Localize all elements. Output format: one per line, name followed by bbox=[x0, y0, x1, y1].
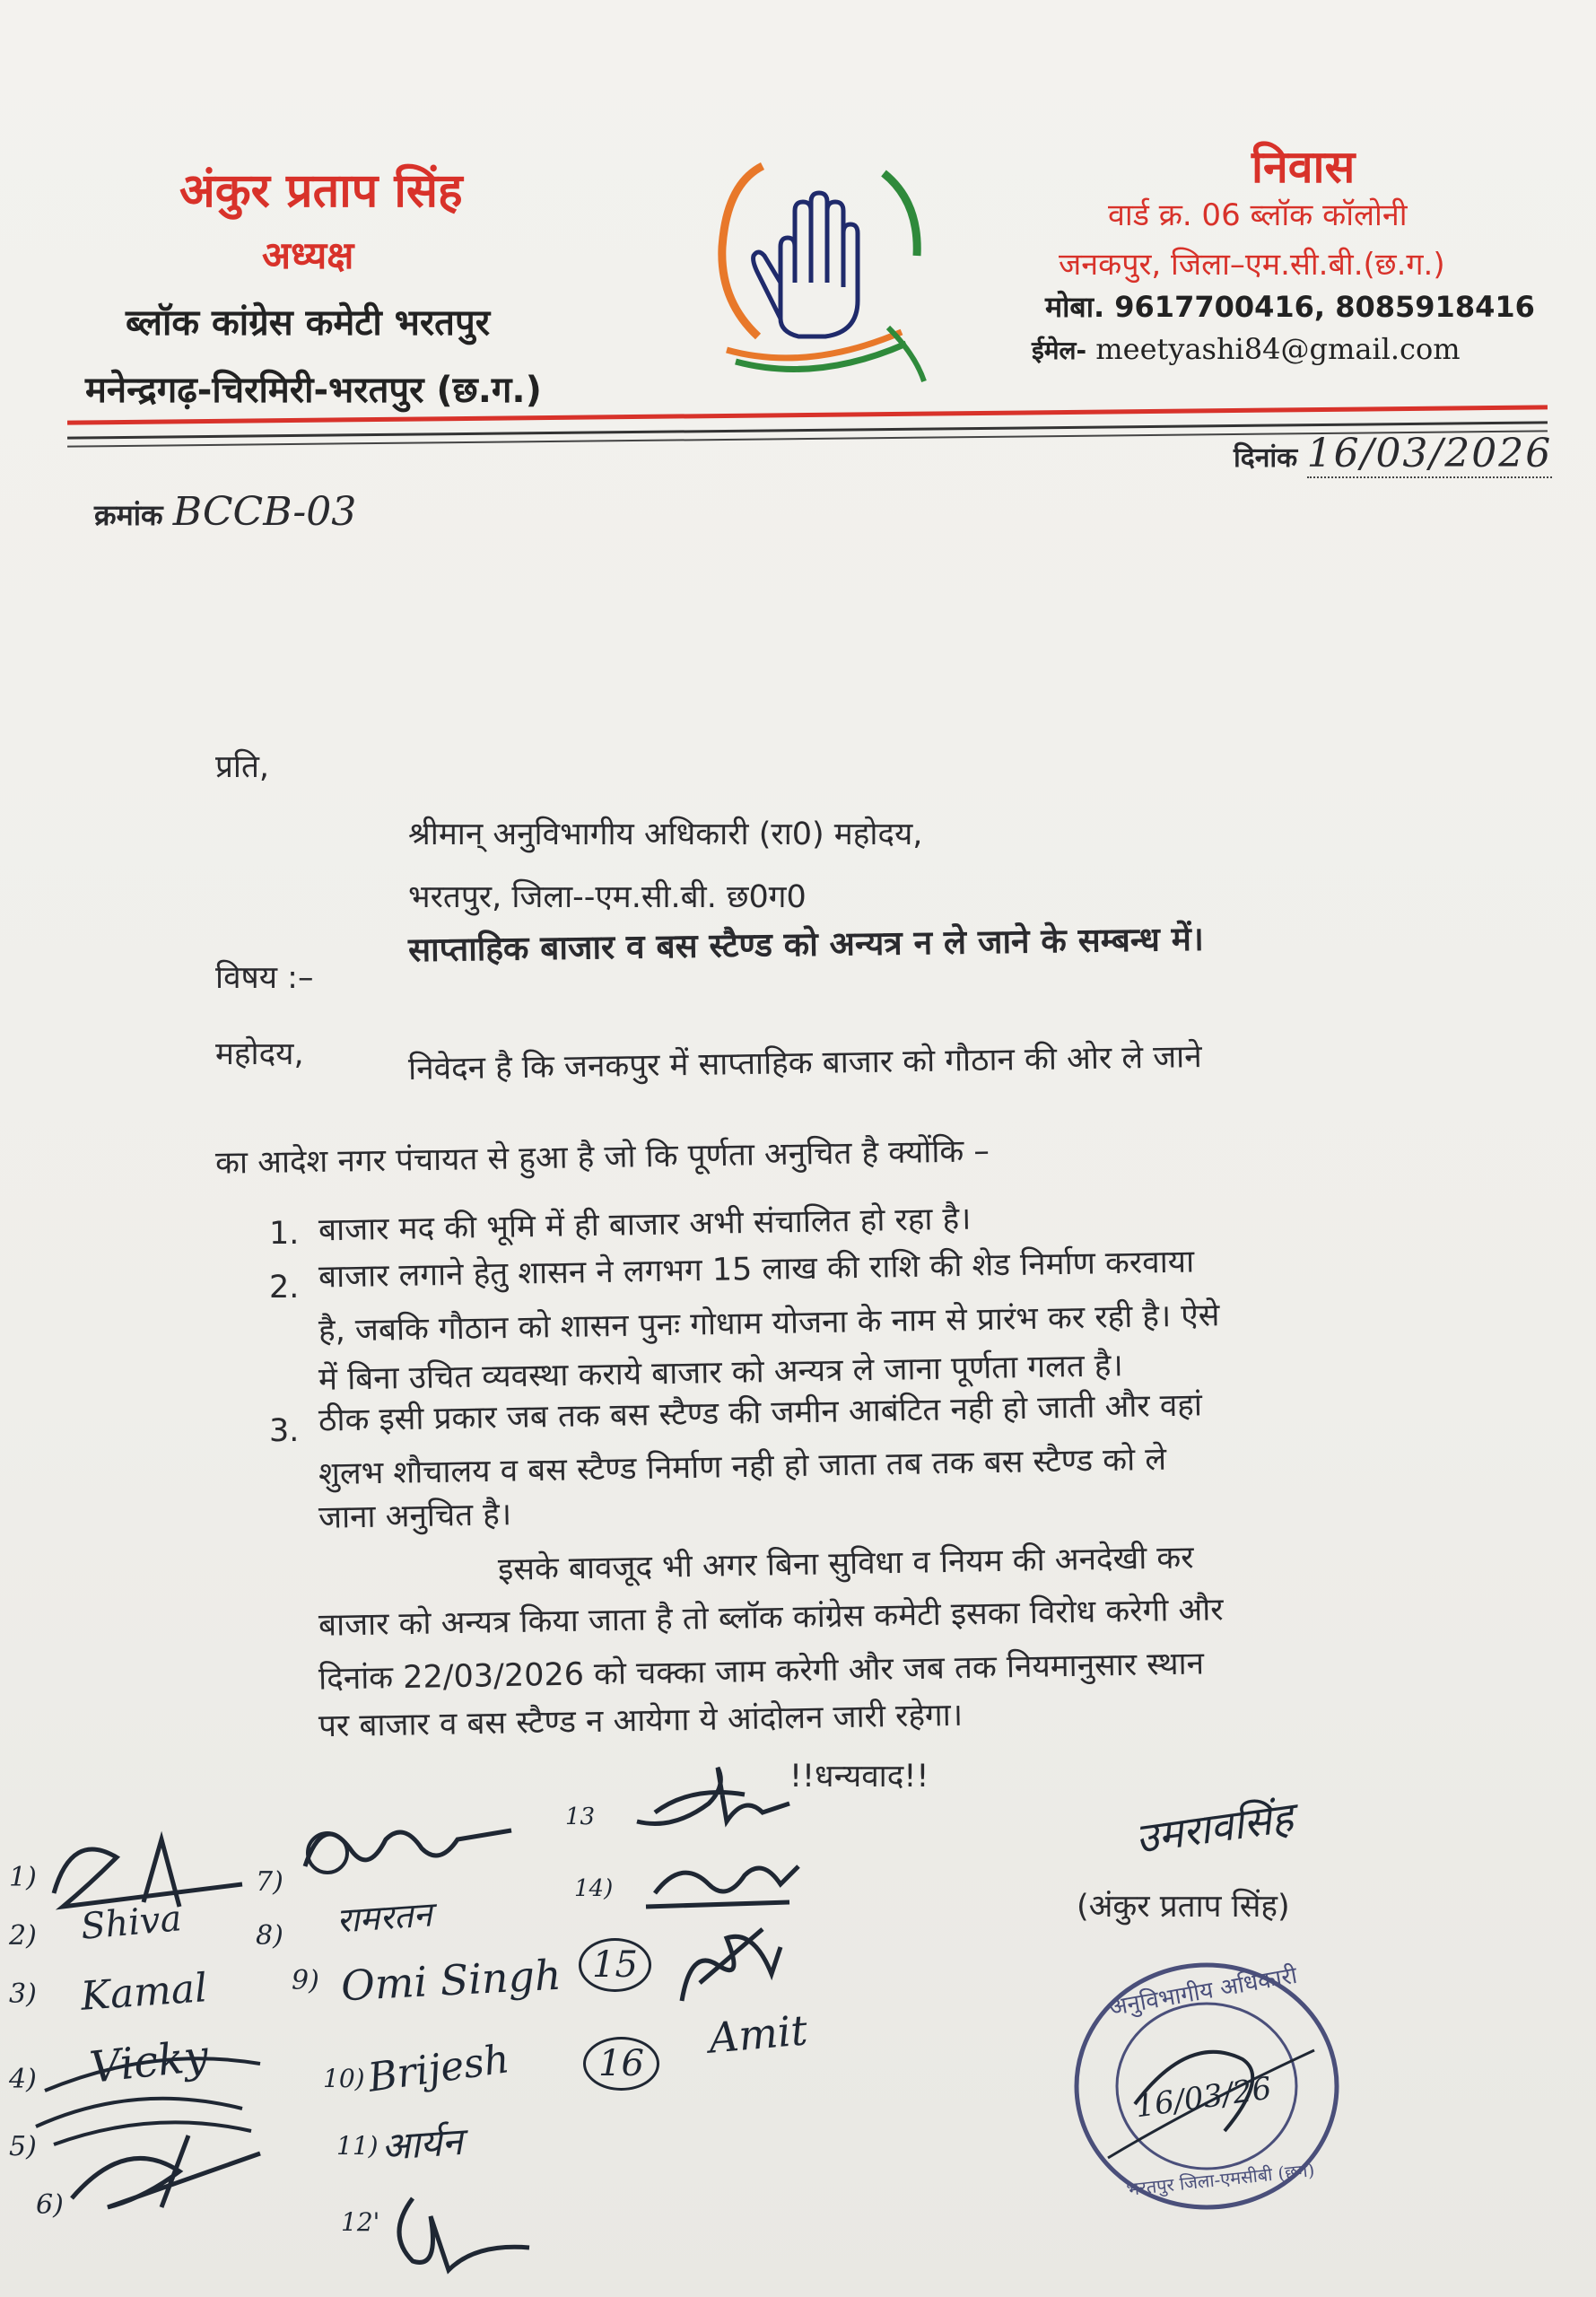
email-line bbox=[1032, 332, 1461, 367]
signature-16: Amit bbox=[706, 2005, 810, 2063]
residence-address-line1: वार्ड क्र. 06 ब्लॉक कॉलोनी bbox=[1108, 197, 1408, 233]
signature-number: 7) bbox=[256, 1866, 283, 1898]
intro-line1: निवेदन है कि जनकपुर में साप्ताहिक बाजार को गौठान की ओर ले जाने bbox=[407, 1039, 1202, 1087]
point-line: शुलभ शौचालय व बस स्टैण्ड निर्माण नही हो जाता तब तक बस स्टैण्ड को ले bbox=[318, 1441, 1167, 1493]
closing-line4: पर बाजार व बस स्टैण्ड न आयेगा ये आंदोलन जारी रहेगा। bbox=[318, 1697, 964, 1745]
point-number: 1. bbox=[269, 1216, 300, 1252]
hand-symbol-icon bbox=[709, 148, 933, 390]
to-label: प्रति, bbox=[215, 749, 270, 785]
signature-number: 9) bbox=[292, 1965, 319, 1996]
signature-number: 1) bbox=[9, 1862, 37, 1893]
point-number: 3. bbox=[269, 1413, 300, 1449]
reference-value: BCCB-03 bbox=[172, 489, 357, 535]
date-value: 16/03/2026 bbox=[1306, 431, 1553, 476]
point-line: बाजार लगाने हेतु शासन ने लगभग 15 लाख की राशि की शेड निर्माण करवाया bbox=[318, 1244, 1195, 1296]
signature-number: 14) bbox=[574, 1875, 614, 1902]
signature-7 bbox=[287, 1804, 520, 1893]
signature-number-circled: 16 bbox=[583, 2037, 659, 2091]
seal-text: अनुविभागीय अधिकारी bbox=[1107, 1961, 1300, 2022]
signature-number: 13 bbox=[565, 1804, 596, 1830]
signature-number: 11) bbox=[336, 2131, 379, 2161]
signature-12 bbox=[377, 2180, 538, 2279]
recipient-line1: श्रीमान् अनुविभागीय अधिकारी (रा0) महोदय, bbox=[408, 817, 923, 852]
thanks-text: !!धन्यवाद!! bbox=[789, 1759, 929, 1795]
signature-11: आर्यन bbox=[379, 2118, 465, 2170]
signature-6 bbox=[54, 2118, 278, 2216]
signature-10: Brijesh bbox=[365, 2036, 512, 2101]
organization-name: ब्लॉक कांग्रेस कमेटी भरतपुर bbox=[126, 302, 491, 344]
signature-number: 5) bbox=[9, 2131, 37, 2162]
point-line: में बिना उचित व्यवस्था कराये बाजार को अन्यत्र ले जाना पूर्णता गलत है। bbox=[318, 1348, 1124, 1398]
signature-15 bbox=[664, 1911, 789, 2019]
signatory-signature: उमरावसिंह bbox=[1132, 1792, 1296, 1864]
organization-address: मनेन्द्रगढ़-चिरमिरी-भरतपुर (छ.ग.) bbox=[85, 370, 542, 411]
closing-line1: इसके बावजूद भी अगर बिना सुविधा व नियम की अनदेखी कर bbox=[497, 1540, 1194, 1588]
subject-label: विषय :– bbox=[215, 960, 314, 996]
signature-13 bbox=[619, 1750, 798, 1848]
reference-label: क्रमांक bbox=[94, 498, 163, 532]
signature-number: 3) bbox=[9, 1978, 37, 2010]
point-number: 2. bbox=[269, 1270, 300, 1306]
signature-8: रामरतन bbox=[335, 1894, 433, 1941]
email-address: meetyashi84@gmail.com bbox=[1095, 332, 1461, 366]
signature-4: Vicky bbox=[87, 2031, 211, 2093]
email-label: ईमेल- bbox=[1032, 336, 1087, 365]
residence-address-line2: जनकपुर, जिला–एम.सी.बी.(छ.ग.) bbox=[1059, 247, 1445, 283]
signature-number: 2) bbox=[9, 1920, 37, 1952]
signature-number: 10) bbox=[323, 2064, 365, 2093]
signature-number-circled: 15 bbox=[579, 1938, 651, 1992]
signature-9: Omi Singh bbox=[339, 1950, 563, 2011]
signature-2: Shiva bbox=[79, 1898, 184, 1948]
mobile-numbers: मोबा. 9617700416, 8085918416 bbox=[1045, 290, 1535, 324]
signature-number: 8) bbox=[256, 1920, 283, 1952]
point-line: है, जबकि गौठान को शासन पुनः गोधाम योजना के नाम से प्रारंभ कर रही है। ऐसे bbox=[318, 1297, 1220, 1349]
date-label: दिनांक bbox=[1234, 442, 1298, 474]
subject-text: साप्ताहिक बाजार व बस स्टैण्ड को अन्यत्र न ले जाने के सम्बन्ध में। bbox=[407, 919, 1205, 970]
signature-number: 4) bbox=[9, 2064, 37, 2095]
point-line: जाना अनुचित है। bbox=[318, 1497, 512, 1536]
president-name: अंकुर प्रताप सिंह bbox=[179, 164, 463, 218]
letter-date bbox=[1234, 431, 1552, 476]
signature-number: 6) bbox=[36, 2189, 64, 2221]
recipient-line2: भरतपुर, जिला--एम.सी.बी. छ0ग0 bbox=[408, 879, 807, 915]
closing-line2: बाजार को अन्यत्र किया जाता है तो ब्लॉक कांग्रेस कमेटी इसका विरोध करेगी और bbox=[318, 1592, 1224, 1644]
point-line: ठीक इसी प्रकार जब तक बस स्टैण्ड की जमीन आबंटित नही हो जाती और वहां bbox=[318, 1387, 1203, 1439]
residence-title: निवास bbox=[1252, 141, 1356, 193]
seal-subtext: भरतपुर जिला-एमसीबी (छग) bbox=[1125, 2159, 1316, 2200]
intro-line2: का आदेश नगर पंचायत से हुआ है जो कि पूर्णता अनुचित है क्योंकि – bbox=[214, 1133, 990, 1182]
closing-line3: दिनांक 22/03/2026 को चक्का जाम करेगी और जब तक नियमानुसार स्थान bbox=[318, 1646, 1205, 1698]
salutation: महोदय, bbox=[215, 1036, 304, 1072]
president-role: अध्यक्ष bbox=[262, 233, 354, 277]
signature-number: 12' bbox=[341, 2207, 380, 2237]
signatory-name: (अंकुर प्रताप सिंह) bbox=[1077, 1889, 1290, 1925]
reference-number bbox=[94, 489, 356, 535]
seal-date: 16/03/26 bbox=[1132, 2070, 1274, 2126]
point-line: बाजार मद की भूमि में ही बाजार अभी संचालित हो रहा है। bbox=[318, 1201, 972, 1249]
signature-3: Kamal bbox=[79, 1965, 209, 2020]
